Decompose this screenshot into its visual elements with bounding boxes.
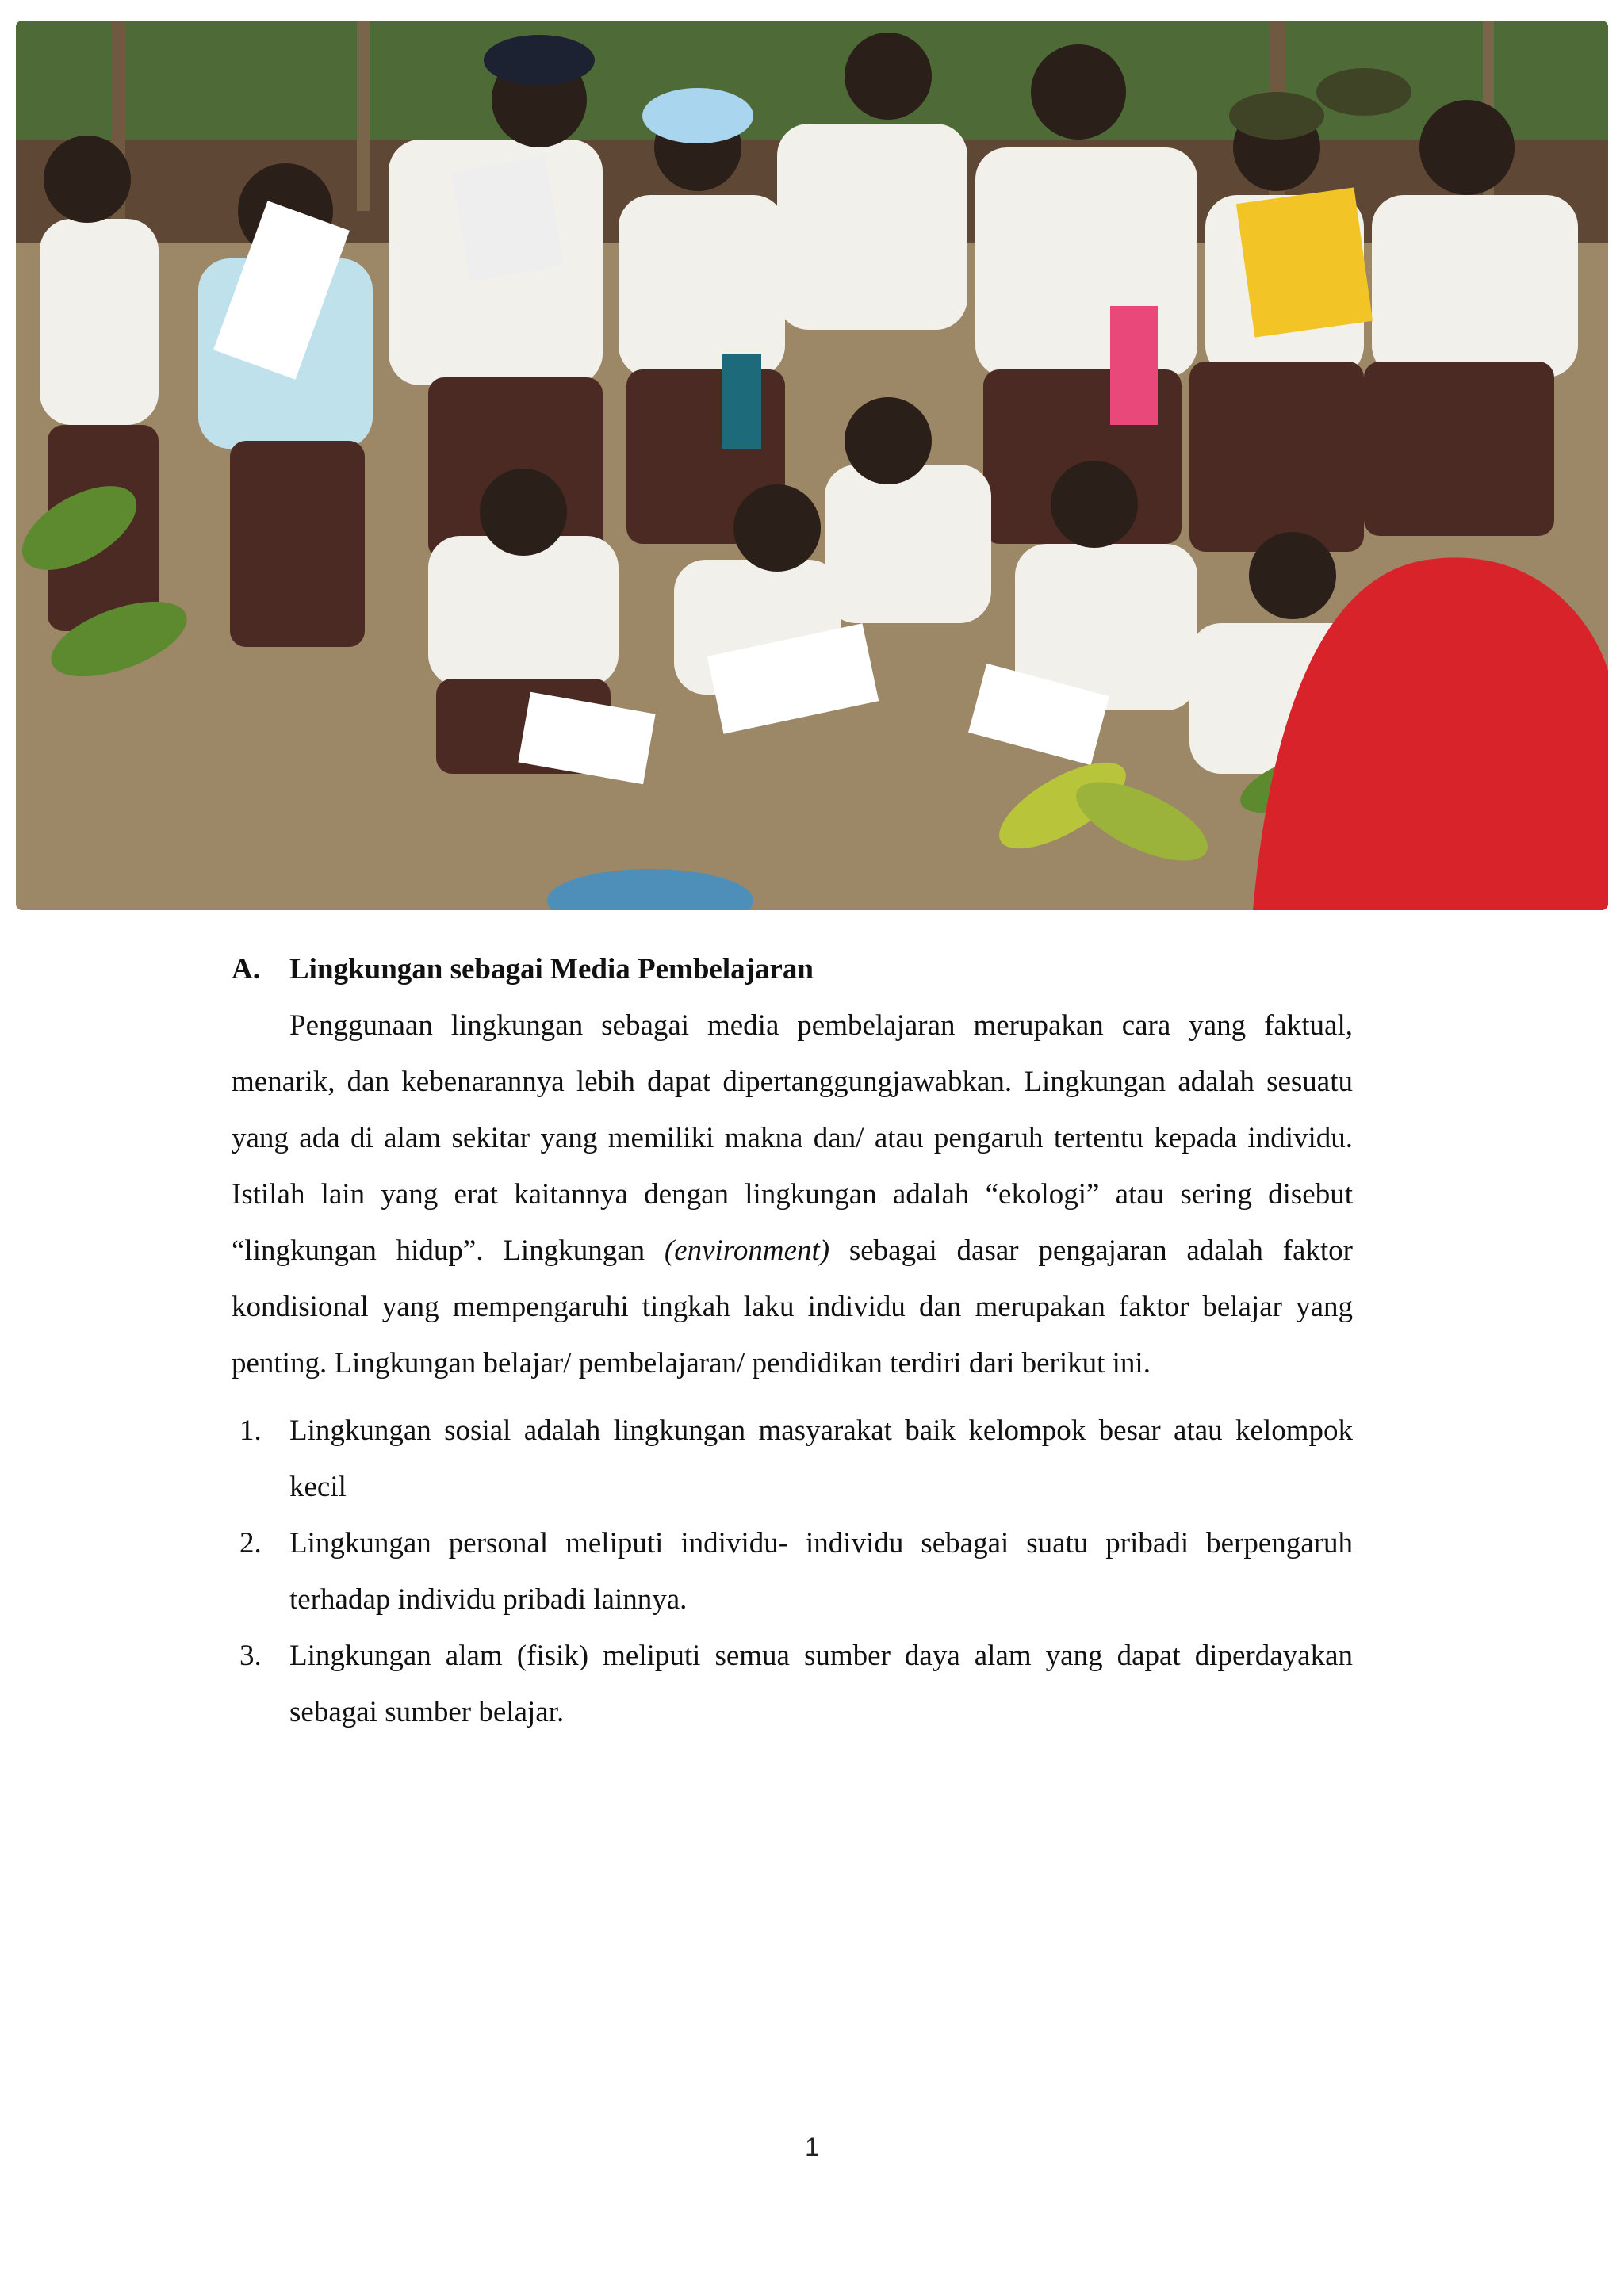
list-item-text: Lingkungan alam (fisik) meliputi semua sumber daya alam yang dapat diperdayakan sebagai sumber belajar. [289,1640,1353,1728]
photo-students-outdoor-icon [16,21,1608,910]
page-number: 1 [805,2133,819,2161]
section-content [232,942,1353,1740]
section-title: Lingkungan sebagai Media Pembelajaran [289,953,814,985]
list-item [232,1628,1353,1740]
section-letter: A. [232,953,260,985]
paragraph-text-1: Penggunaan lingkungan sebagai media pembelajaran merupakan cara yang faktual, menarik, dan kebenarannya lebih dapat dipertanggungjawabkan. Lingkungan adalah sesuatu yang ada di alam sekitar yang memiliki makna dan/ atau pengaruh tertentu kepada individu. Istilah lain yang erat kaitannya dengan lingkungan adalah “ekologi” atau sering disebut “lingkungan hidup”. Lingkungan [232,1009,1353,1267]
header-photo [16,21,1608,910]
list-item-number: 3. [239,1640,262,1672]
list-item-text: Lingkungan personal meliputi individu- individu sebagai suatu pribadi berpengaruh terhadap individu pribadi lainnya. [289,1527,1353,1616]
list-item [232,1402,1353,1515]
section-heading [232,942,1353,997]
list-item-number: 1. [239,1414,262,1447]
numbered-list [232,1402,1353,1740]
list-item [232,1515,1353,1628]
list-item-number: 2. [239,1527,262,1559]
paragraph-italic-term: (environment) [664,1234,830,1267]
section-paragraph [232,997,1353,1391]
paragraph-text-2: sebagai dasar pengajaran adalah faktor kondisional yang mempengaruhi tingkah laku individu dan merupakan faktor belajar yang penting. Lingkungan belajar/ pembelajaran/ pendidikan terdiri dari berikut ini. [232,1234,1353,1380]
list-item-text: Lingkungan sosial adalah lingkungan masyarakat baik kelompok besar atau kelompok kecil [289,1414,1353,1503]
